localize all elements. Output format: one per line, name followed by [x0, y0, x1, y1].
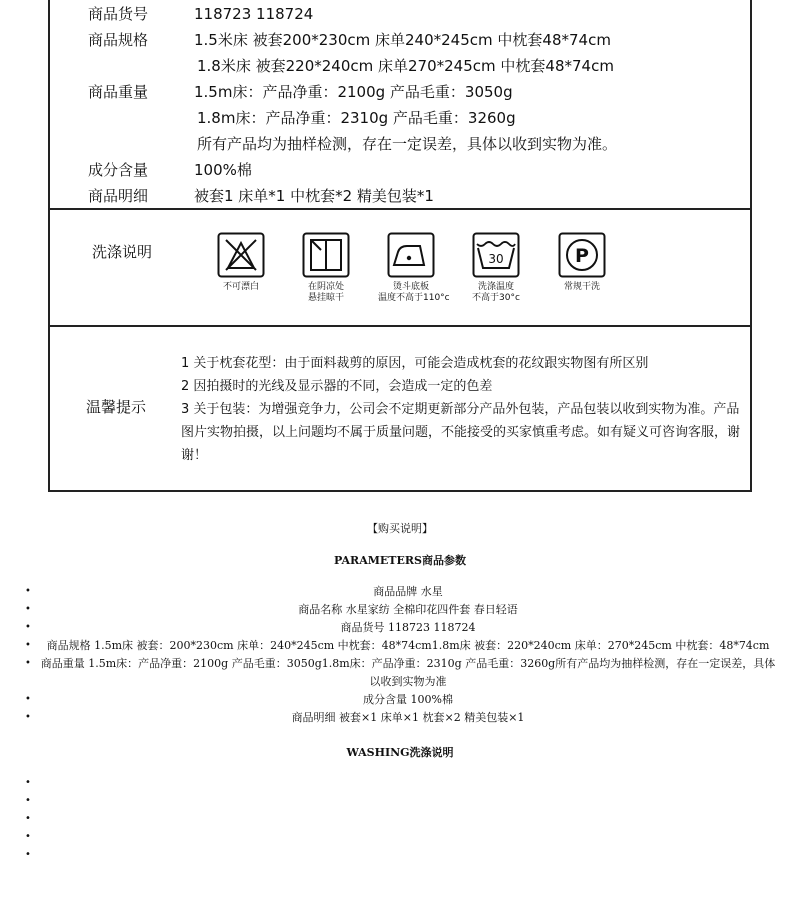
tips-title: 温馨提示: [86, 398, 147, 416]
divider: [50, 325, 750, 327]
spec-value-material: 100%棉: [194, 161, 252, 179]
tip-item: 3 关于包装：为增强竞争力，公司会不定期更新部分产品外包装，产品包装以收到实物为准。产品图片实物拍摄，以上问题均不属于质量问题，不能接受的买家慎重考虑。如有疑义可咨询客服，谢谢！: [181, 402, 741, 463]
care-caption: 常规干洗: [563, 282, 600, 292]
care-caption: 不高于30°c: [472, 293, 520, 303]
care-item-iron: [378, 232, 450, 304]
list-item: [0, 777, 60, 795]
spec-value-size-2: 1.8米床 被套220*240cm 床单270*245cm 中枕套48*74cm: [197, 57, 614, 75]
care-item-shade-dry: [293, 232, 359, 304]
washing-list: [0, 777, 60, 867]
list-item: [0, 831, 60, 849]
wash-30-icon: [472, 232, 520, 278]
parameters-heading: PARAMETERS商品参数: [334, 554, 466, 567]
product-info-table: [48, 0, 752, 492]
care-caption: 洗涤温度: [477, 282, 514, 292]
purchase-note-heading: 【购买说明】: [367, 522, 433, 535]
list-item: [0, 849, 60, 867]
spec-value-weight-1: 1.5m床：产品净重：2100g 产品毛重：3050g: [194, 83, 513, 101]
list-item: • 商品规格 1.5m床 被套：200*230cm 床单：240*245cm 中枕套：48*74cm1.8m床 被套：220*240cm 床单：270*245cm 中枕套：48*74cm: [0, 637, 800, 655]
dry-clean-letter: P: [575, 245, 589, 267]
care-caption: 在阴凉处: [307, 282, 344, 292]
list-item: [0, 813, 60, 831]
spec-value-weight-2: 1.8m床：产品净重：2310g 产品毛重：3260g: [197, 109, 516, 127]
care-icons: [208, 232, 608, 312]
spec-label-weight: 商品重量: [88, 83, 149, 101]
spec-value-weight-note: 所有产品均为抽样检测，存在一定误差，具体以收到实物为准。: [197, 135, 618, 153]
shade-hang-dry-icon: [302, 232, 350, 278]
spec-value-size-1: 1.5米床 被套200*230cm 床单240*245cm 中枕套48*74cm: [194, 31, 611, 49]
list-item: • 商品货号 118723 118724: [0, 619, 800, 637]
tip-item: 1 关于枕套花型：由于面料裁剪的原因，可能会造成枕套的花纹跟实物图有所区别: [181, 356, 649, 371]
list-item: • 商品重量 1.5m床：产品净重：2100g 产品毛重：3050g1.8m床：产品净重：2310g 产品毛重：3260g所有产品均为抽样检测，存在一定误差，具体以收到实物为准: [0, 655, 800, 691]
list-item: • 商品品牌 水星: [0, 583, 800, 601]
spec-label-material: 成分含量: [88, 161, 149, 179]
dry-clean-icon: [558, 232, 606, 278]
iron-low-icon: [387, 232, 435, 278]
tip-item: 2 因拍摄时的光线及显示器的不同，会造成一定的色差: [181, 379, 493, 394]
care-caption: 烫斗底板: [392, 282, 429, 292]
washing-title: 洗涤说明: [92, 243, 153, 261]
spec-value-contents: 被套1 床单*1 中枕套*2 精美包装*1: [194, 187, 434, 205]
list-item: • 成分含量 100%棉: [0, 691, 800, 709]
parameters-list: [0, 583, 800, 727]
divider: [50, 208, 750, 210]
washing-heading: WASHING洗涤说明: [346, 746, 454, 759]
no-bleach-icon: [217, 232, 265, 278]
care-caption: 温度不高于110°c: [378, 293, 450, 303]
care-item-wash-30: [463, 232, 529, 304]
spec-value-sku: 118723 118724: [194, 5, 314, 23]
list-item: • 商品名称 水星家纺 全棉印花四件套 春日轻语: [0, 601, 800, 619]
care-item-no-bleach: [208, 232, 274, 293]
list-item: • 商品明细 被套×1 床单×1 枕套×2 精美包装×1: [0, 709, 800, 727]
wash-temp-number: 30: [488, 252, 504, 266]
care-caption: 悬挂晾干: [307, 293, 344, 303]
list-item: [0, 795, 60, 813]
spec-label-sku: 商品货号: [88, 5, 149, 23]
tips-list: [181, 352, 746, 467]
care-item-dry-clean: [549, 232, 615, 293]
spec-label-contents: 商品明细: [88, 187, 149, 205]
spec-label-size: 商品规格: [88, 31, 149, 49]
care-caption: 不可漂白: [222, 282, 259, 292]
